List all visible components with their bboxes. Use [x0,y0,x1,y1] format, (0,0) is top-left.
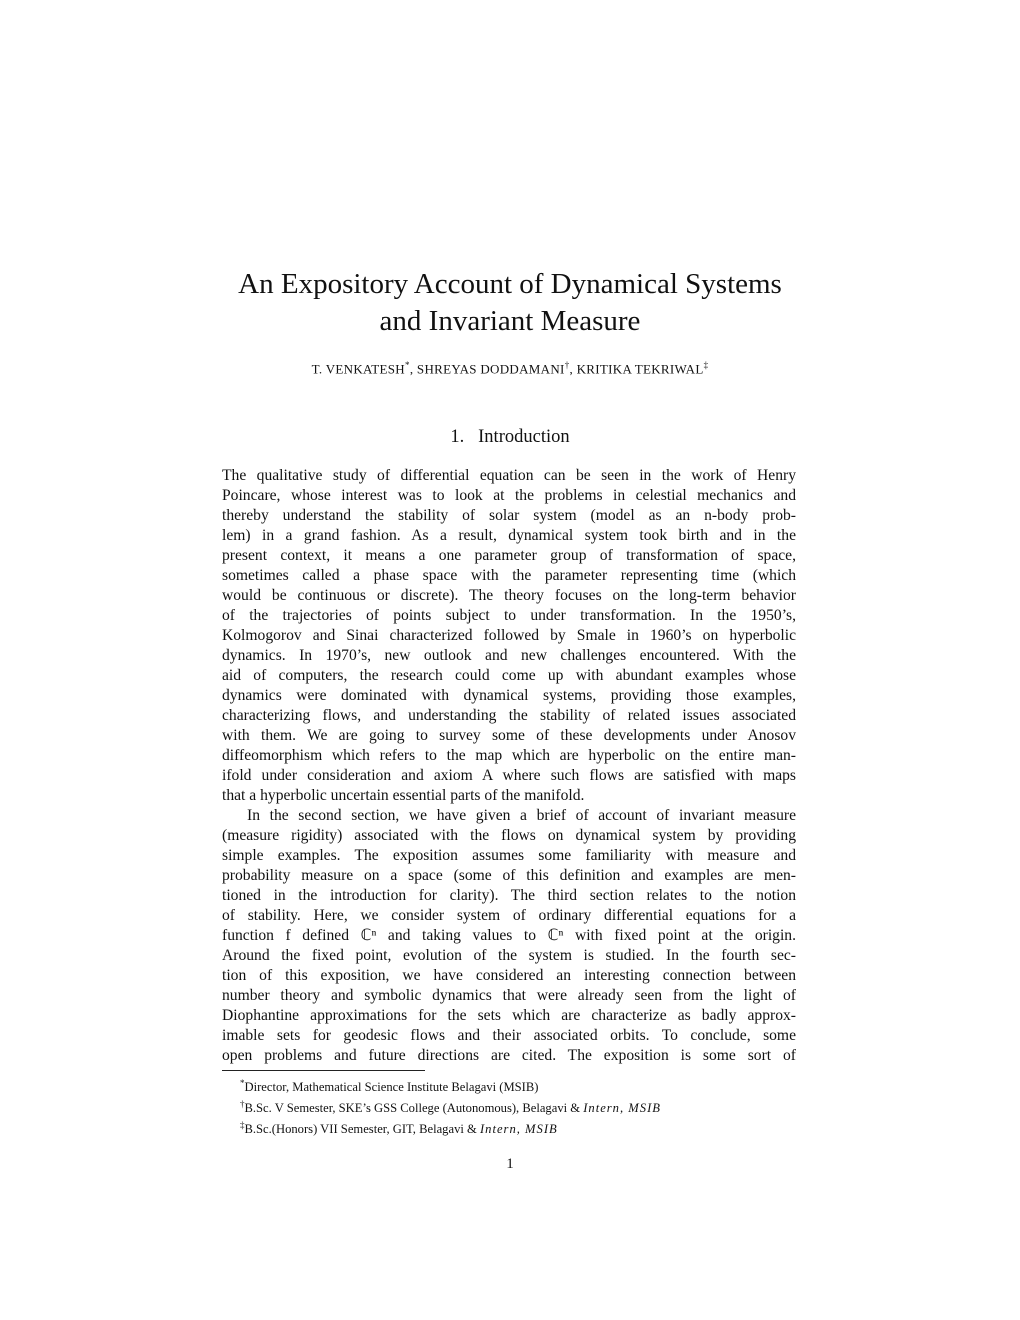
page-number: 1 [506,1156,514,1172]
author-mark: * [405,360,410,370]
footnote-mark: ‡ [240,1120,245,1131]
title-line: and Invariant Measure [379,305,641,337]
footnote-italic: Intern, MSIB [479,1122,558,1137]
text-line: ifold under consideration and axiom A where such flows are satisfied with maps [222,767,796,784]
paper-title [0,266,1020,340]
author-name: KRITIKA TEKRIWAL [576,361,704,377]
body-text [222,466,796,1066]
text-line: aid of computers, the research could come up with abundant examples whose [222,667,796,684]
text-line: would be continuous or discrete). The theory focuses on the long-term behavior [222,587,796,604]
paragraph [222,806,796,1066]
text-line: tioned in the introduction for clarity). The third section relates to the notion [222,887,796,904]
text-line: with them. We are going to survey some of these developments under Anosov [222,727,796,744]
text-line: thereby understand the stability of solar system (model as an n-body prob- [222,507,796,524]
footnote-text: B.Sc. V Semester, SKE’s GSS College (Autonomous), Belagavi & [244,1101,584,1116]
text-line: dynamics were dominated with dynamical systems, providing those examples, [222,687,796,704]
text-line: In the second section, we have given a brief of account of invariant measure [247,807,796,824]
paragraph [222,466,796,806]
author-mark: † [564,360,570,370]
text-line: sometimes called a phase space with the parameter representing time (which [222,567,796,584]
footnote [240,1096,661,1117]
footnotes [240,1075,661,1139]
text-line: Around the fixed point, evolution of the system is studied. In the fourth sec- [222,947,796,964]
text-line: of the trajectories of points subject to under transformation. In the 1950’s, [222,607,796,624]
text-line: that a hyperbolic uncertain essential parts of the manifold. [222,787,585,804]
text-line: of stability. Here, we consider system of ordinary differential equations for a [222,907,796,924]
footnote-mark: † [240,1099,245,1110]
text-line: The qualitative study of differential equation can be seen in the work of Henry [222,467,796,484]
footnote-italic: Intern, MSIB [583,1101,661,1116]
author-name: SHREYAS DODDAMANI [416,361,565,377]
footnote-text: Director, Mathematical Science Institute Belagavi (MSIB) [244,1080,539,1095]
text-line: tion of this exposition, we have considered an interesting connection between [222,967,796,984]
footnote [240,1117,661,1138]
text-line: simple examples. The exposition assumes some familiarity with measure and [222,847,796,864]
text-line: open problems and future directions are cited. The exposition is some sort of [222,1047,796,1064]
author-name: T. VENKATESH [311,361,405,377]
text-line: characterizing flows, and understanding the stability of related issues associated [222,707,796,724]
text-line: function f defined ℂⁿ and taking values to ℂⁿ with fixed point at the origin. [222,927,796,944]
text-line: Poincare, whose interest was to look at the problems in celestial mechanics and [222,487,796,504]
author-list: T. VENKATESH*, SHREYAS DODDAMANI†, KRITIKA TEKRIWAL‡ [311,360,709,377]
text-line: Diophantine approximations for the sets which are characterize as badly approx- [222,1007,796,1024]
text-line: Kolmogorov and Sinai characterized followed by Smale in 1960’s on hyperbolic [222,627,796,644]
title-line: An Expository Account of Dynamical Systems [238,268,782,300]
footnote-mark: * [240,1078,245,1088]
footnote-rule [222,1070,425,1071]
footnote [240,1075,661,1096]
footnote-text: B.Sc.(Honors) VII Semester, GIT, Belagavi & [244,1122,480,1137]
text-line: imable sets for geodesic flows and their associated orbits. To conclude, some [222,1027,796,1044]
text-line: lem) in a grand fashion. As a result, dynamical system took birth and in the [222,527,796,544]
author-mark: ‡ [703,360,709,370]
section-heading: 1. Introduction [450,427,570,447]
text-line: number theory and symbolic dynamics that were already seen from the light of [222,987,796,1004]
text-line: present context, it means a one parameter group of transformation of space, [222,547,796,564]
text-line: dynamics. In 1970’s, new outlook and new challenges encountered. With the [222,647,796,664]
text-line: probability measure on a space (some of this definition and examples are men- [222,867,796,884]
text-line: diffeomorphism which refers to the map which are hyperbolic on the entire man- [222,747,796,764]
text-line: (measure rigidity) associated with the flows on dynamical system by providing [222,827,796,844]
